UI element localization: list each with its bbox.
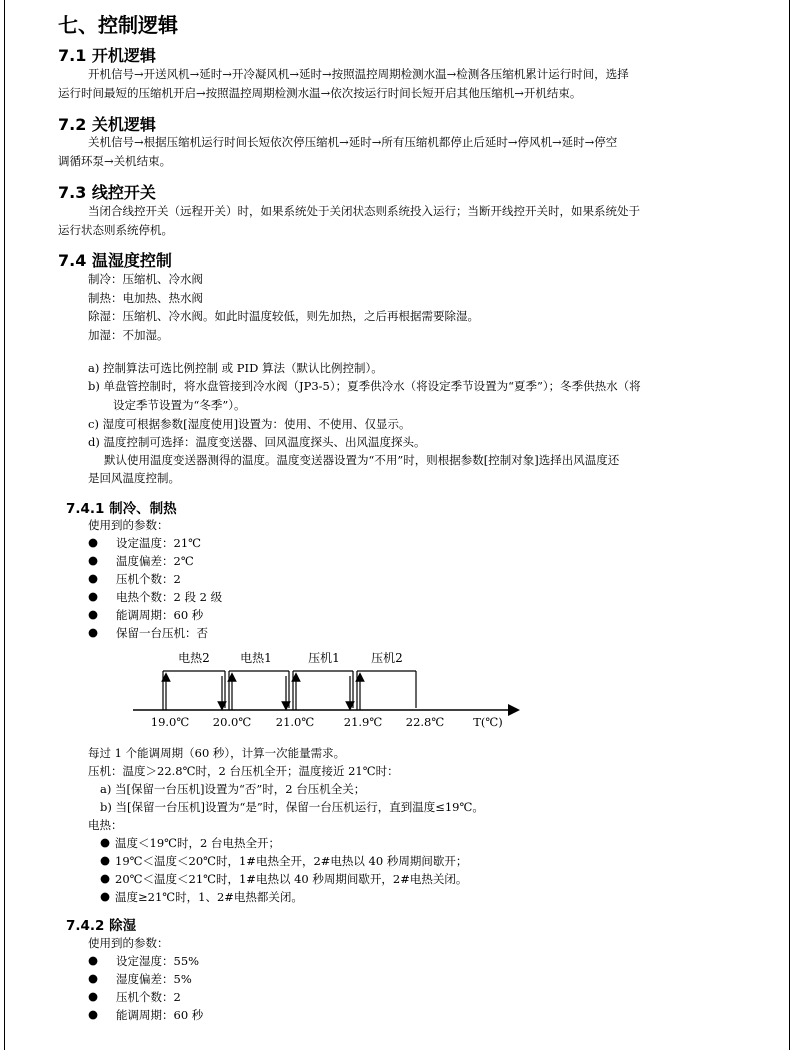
param-item: 压机个数：2: [116, 572, 181, 586]
stage-box-compressor1: [293, 671, 353, 710]
bullet-icon: ●: [88, 625, 99, 639]
mode-cooling: 制冷：压缩机、冷水阀: [88, 272, 203, 286]
bullet-icon: ●: [88, 553, 99, 567]
section-7-2-title: 7.2 关机逻辑: [58, 115, 156, 134]
axis-label: T(℃): [473, 715, 503, 729]
section-7-4-1-title: 7.4.1 制冷、制热: [66, 501, 177, 517]
bullet-icon: ●: [100, 853, 111, 867]
param-item: 设定温度：21℃: [116, 536, 201, 550]
text-compressor-a: a) 当[保留一台压机]设置为“否”时，2 台压机全关；: [100, 782, 366, 796]
tick-label: 21.0℃: [275, 715, 315, 729]
params-label-742: 使用到的参数：: [88, 936, 169, 950]
note-d: d) 温度控制可选择：温度变送器、回风温度探头、出风温度探头。: [88, 435, 426, 449]
section-7-3-line1: 当闭合线控开关（远程开关）时，如果系统处于关闭状态则系统投入运行；当断开线控开关时，如果系统处于: [88, 204, 640, 218]
section-7-4-title: 7.4 温湿度控制: [58, 251, 172, 270]
bullet-icon: ●: [88, 989, 99, 1003]
section-7-1-line1: 开机信号→开送风机→延时→开冷凝风机→延时→按照温控周期检测水温→检测各压缩机累计运行时间，选择: [88, 67, 629, 81]
mode-heating: 制热：电加热、热水阀: [88, 291, 203, 305]
heat-rule: 19℃＜温度＜20℃时，1#电热全开，2#电热以 40 秒周期间歇开；: [115, 854, 468, 868]
section-7-1-title: 7.1 开机逻辑: [58, 46, 156, 65]
bullet-icon: ●: [100, 871, 111, 885]
param-item: 压机个数：2: [116, 990, 181, 1004]
params-label-741: 使用到的参数：: [88, 518, 169, 532]
stage-label: 压机1: [308, 651, 340, 665]
note-a: a) 控制算法可选比例控制 或 PID 算法（默认比例控制）。: [88, 361, 383, 375]
param-item: 能调周期：60 秒: [116, 608, 204, 622]
param-item: 湿度偏差：5%: [116, 972, 192, 986]
right-border-line: [789, 0, 790, 1050]
text-cycle: 每过 1 个能调周期（60 秒），计算一次能量需求。: [88, 746, 346, 760]
tick-label: 22.8℃: [405, 715, 445, 729]
param-item: 电热个数：2 段 2 级: [116, 590, 223, 604]
note-b-line1: b) 单盘管控制时，将水盘管接到冷水阀（JP3-5）；夏季供冷水（将设定季节设置为“夏季”）；冬季供热水（将: [88, 379, 641, 393]
tick-label: 21.9℃: [343, 715, 383, 729]
text-compressor-b: b) 当[保留一台压机]设置为“是”时，保留一台压机运行，直到温度≤19℃。: [100, 800, 484, 814]
heat-rule: 温度＜19℃时，2 台电热全开；: [115, 836, 280, 850]
section-7-3-line2: 运行状态则系统停机。: [58, 223, 173, 237]
param-item: 能调周期：60 秒: [116, 1008, 204, 1022]
section-7-2-line1: 关机信号→根据压缩机运行时间长短依次停压缩机→延时→所有压缩机都停止后延时→停风机→延时→停空: [88, 135, 618, 149]
heat-rule: 20℃＜温度＜21℃时，1#电热以 40 秒周期间歇开，2#电热关闭。: [115, 872, 468, 886]
stage-box-heater2: [163, 671, 225, 710]
bullet-icon: ●: [88, 971, 99, 985]
chapter-title: 七、控制逻辑: [58, 13, 178, 37]
stage-box-compressor2: [357, 671, 416, 710]
note-b-line2: 设定季节设置为“冬季”）。: [113, 398, 246, 412]
section-7-1-line2: 运行时间最短的压缩机开启→按照温控周期检测水温→依次按运行时间长短开启其他压缩机→开机结束。: [58, 86, 582, 100]
stage-diagram: [0, 640, 793, 735]
param-item: 保留一台压机：否: [116, 626, 208, 640]
tick-label: 20.0℃: [212, 715, 252, 729]
text-compressor-rule: 压机：温度＞22.8℃时，2 台压机全开；温度接近 21℃时：: [88, 764, 399, 778]
stage-label: 电热2: [178, 651, 210, 665]
bullet-icon: ●: [88, 589, 99, 603]
stage-label: 压机2: [371, 651, 403, 665]
section-7-2-line2: 调循环泵→关机结束。: [58, 154, 172, 168]
bullet-icon: ●: [100, 835, 111, 849]
left-border-line: [4, 0, 5, 1050]
note-paragraph-line1: 默认使用温度变送器测得的温度。温度变送器设置为“不用”时，则根据参数[控制对象]选择出风温度还: [104, 453, 620, 467]
tick-label: 19.0℃: [150, 715, 190, 729]
bullet-icon: ●: [88, 607, 99, 621]
stage-box-heater1: [229, 671, 289, 710]
heat-rule: 温度≥21℃时，1、2#电热都关闭。: [115, 890, 303, 904]
mode-humidify: 加湿：不加湿。: [88, 328, 169, 342]
note-c: c) 湿度可根据参数[湿度使用]设置为：使用、不使用、仅显示。: [88, 417, 411, 431]
note-paragraph-line2: 是回风温度控制。: [88, 471, 180, 485]
param-item: 温度偏差：2℃: [116, 554, 194, 568]
bullet-icon: ●: [100, 889, 111, 903]
bullet-icon: ●: [88, 953, 99, 967]
section-7-3-title: 7.3 线控开关: [58, 183, 156, 202]
heat-label: 电热：: [88, 818, 123, 832]
bullet-icon: ●: [88, 535, 99, 549]
param-item: 设定湿度：55%: [116, 954, 200, 968]
axis-arrow-icon: [508, 704, 520, 716]
bullet-icon: ●: [88, 571, 99, 585]
stage-label: 电热1: [240, 651, 272, 665]
mode-dehumidify: 除湿：压缩机、冷水阀。如此时温度较低，则先加热，之后再根据需要除湿。: [88, 309, 479, 323]
bullet-icon: ●: [88, 1007, 99, 1021]
section-7-4-2-title: 7.4.2 除湿: [66, 918, 137, 934]
